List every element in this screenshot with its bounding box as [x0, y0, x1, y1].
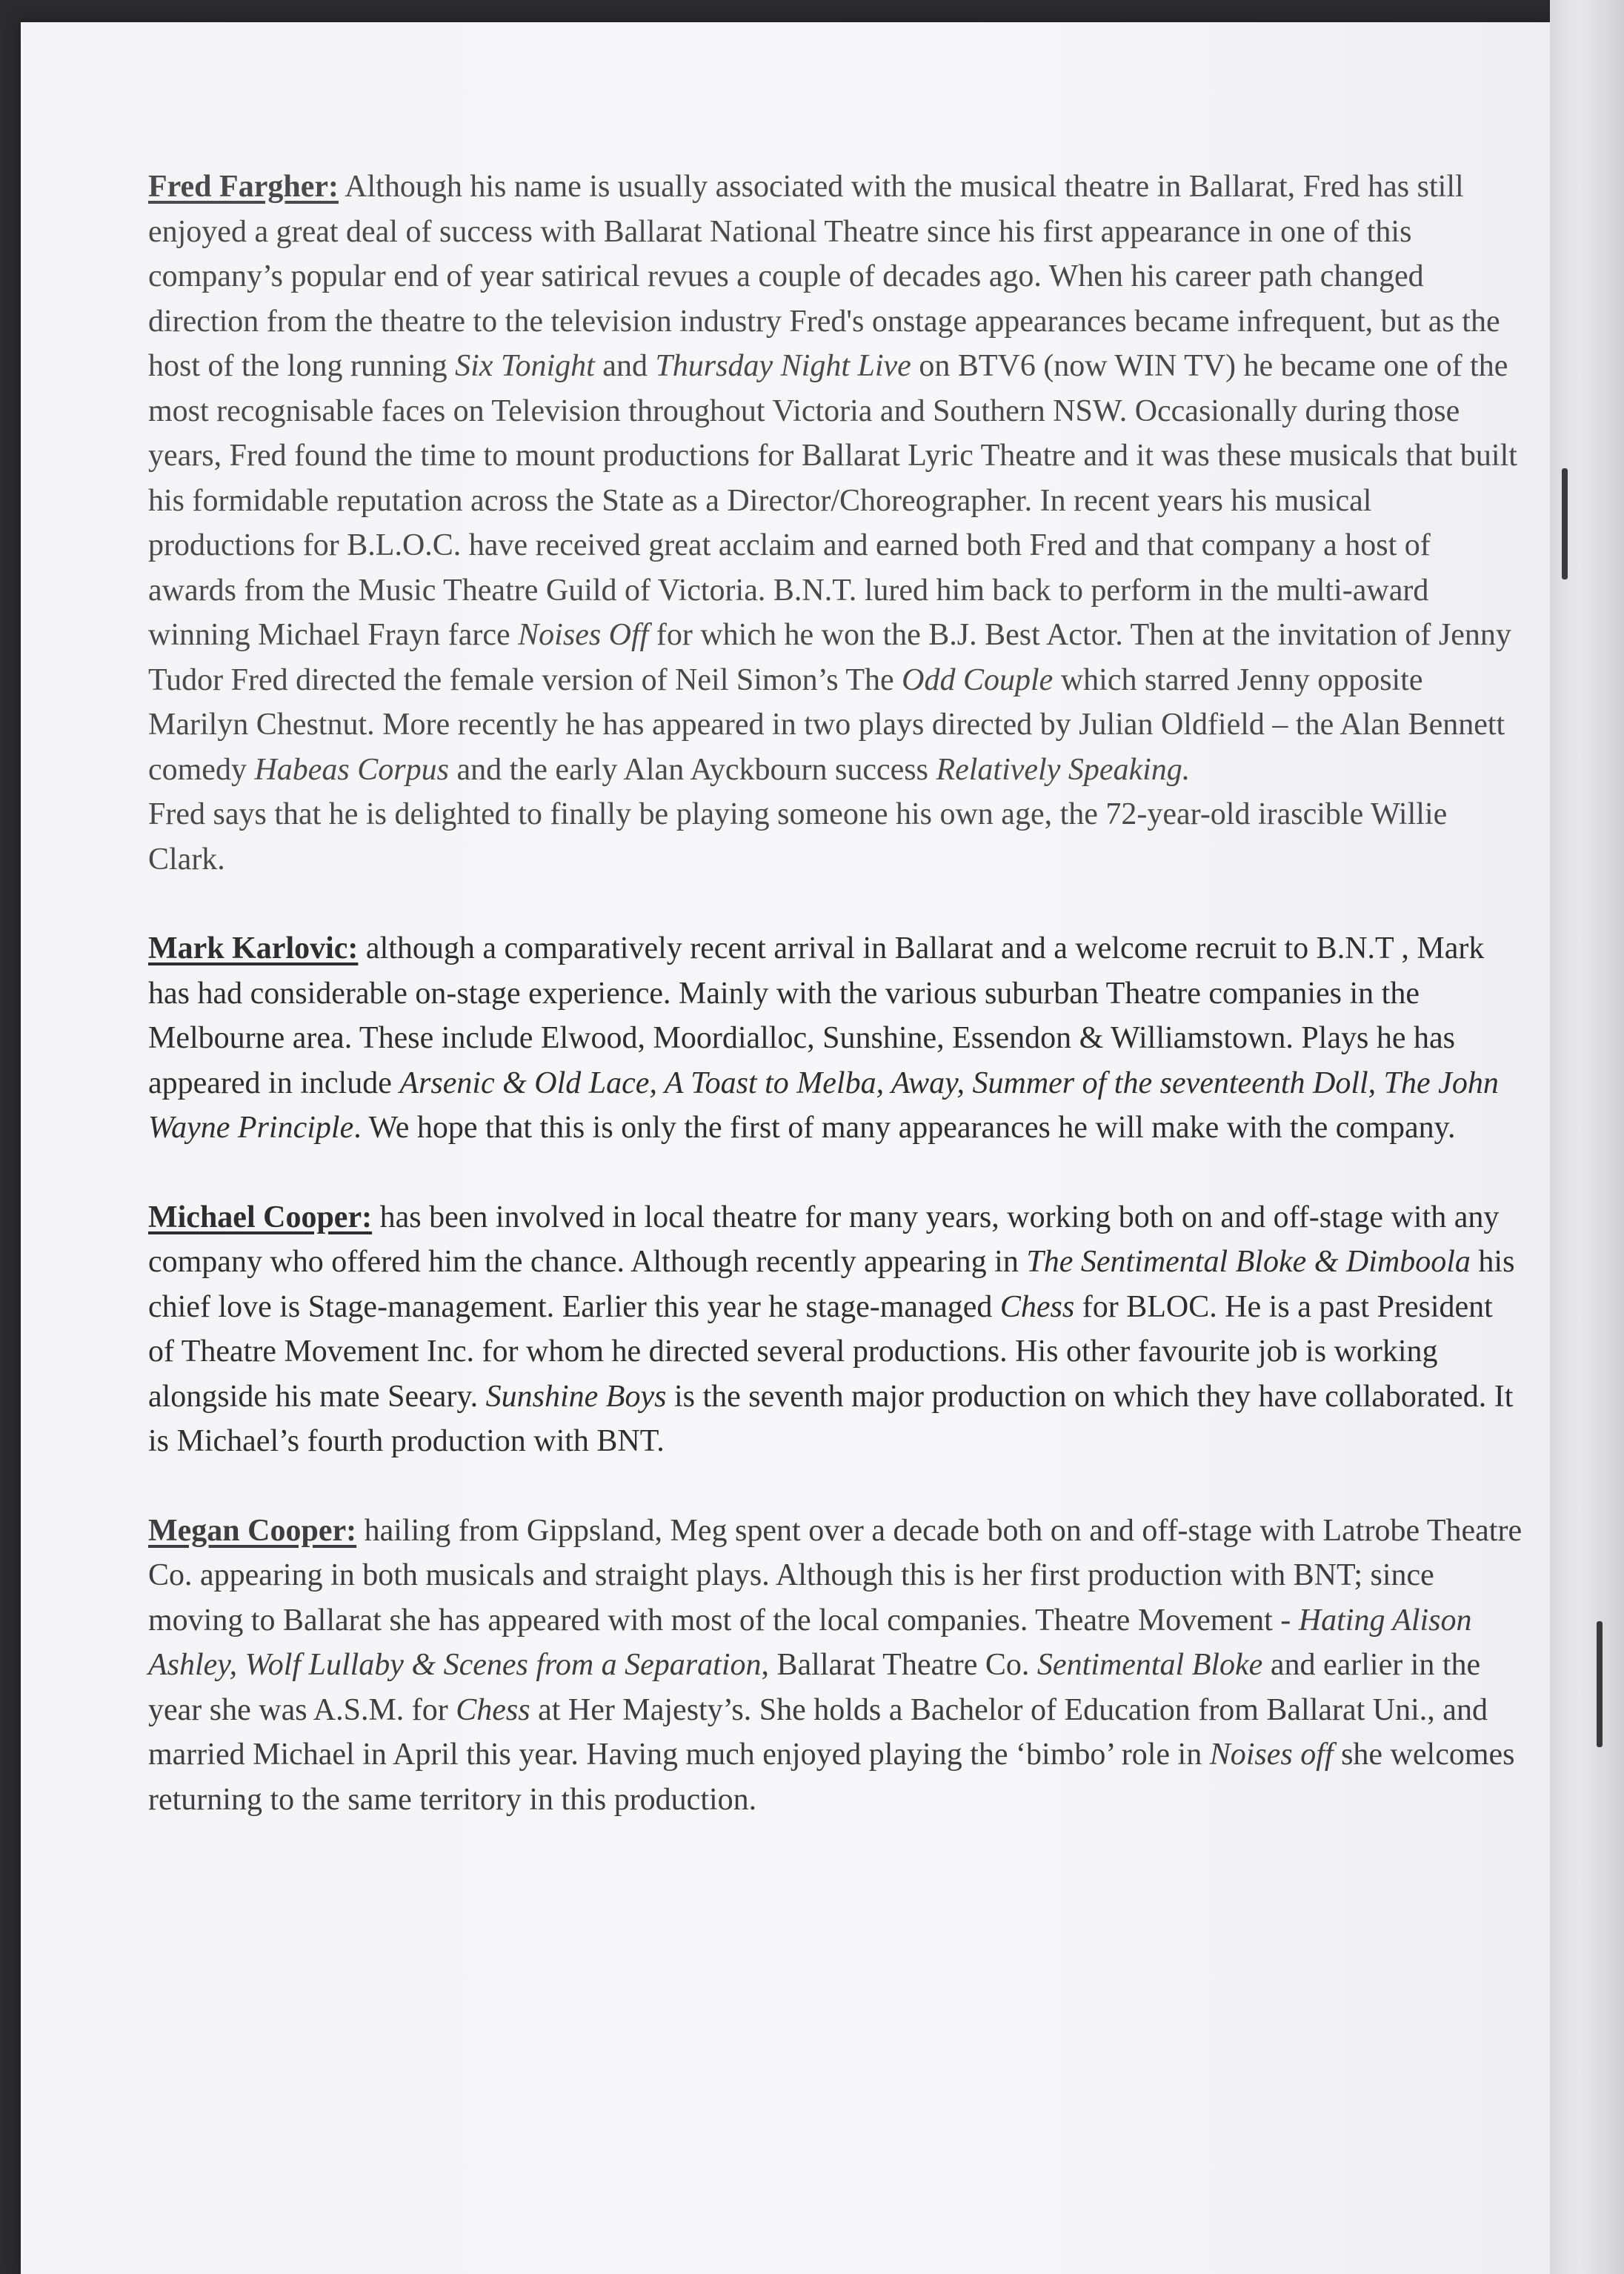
bio-2	[148, 926, 1526, 1151]
cast-bios	[148, 164, 1526, 1866]
bio-name: Fred Fargher:	[148, 170, 339, 204]
bio-title-text: Relatively Speaking.	[936, 752, 1191, 787]
bio-text: and	[594, 349, 656, 383]
bio-text: is the seventh major production on which they have collaborated. It is Michael’s fourth production with BNT.	[148, 1379, 1514, 1458]
bio-title-text: Noises Off	[518, 618, 649, 652]
staple-bottom	[1597, 1621, 1603, 1747]
bio-text: although a comparatively recent arrival in Ballarat and a welcome recruit to B.N.T , Mark has had considerable on-stage experience. Mainly with the various suburban Theatre companies in the Melbourne area. These include Elwood, Moordialloc, Sunshine, Essendon & Williamstown. Plays he has appeared in include	[148, 931, 1485, 1100]
bio-name: Michael Cooper:	[148, 1200, 373, 1234]
bio-name: Megan Cooper:	[148, 1513, 357, 1548]
bio-title-text: Odd Couple	[902, 662, 1054, 697]
bio-name: Mark Karlovic:	[148, 931, 359, 965]
bio-text: and earlier in the year she was A.S.M. for	[148, 1648, 1481, 1727]
bio-paragraph	[148, 1195, 1526, 1464]
bio-text: she welcomes returning to the same territory in this production.	[148, 1738, 1515, 1817]
bio-title-text: Arsenic & Old Lace, A Toast to Melba, Away, Summer of the seventeenth Doll, The John Wayne Principle	[148, 1065, 1499, 1145]
bio-text: which starred Jenny opposite Marilyn Chestnut. More recently he has appeared in two plays directed by Julian Oldfield – the Alan Bennett comedy	[148, 662, 1505, 787]
bio-text: has been involved in local theatre for many years, working both on and off-stage with any company who offered him the chance. Although recently appearing in	[148, 1200, 1500, 1279]
bio-text: , Ballarat Theatre Co.	[761, 1648, 1037, 1682]
bio-title-text: Thursday Night Live	[655, 349, 911, 383]
bio-extra-paragraph: Fred says that he is delighted to finally be playing someone his own age, the 72-year-old irascible Willie Clark.	[148, 797, 1448, 877]
bio-3	[148, 1195, 1526, 1464]
bio-text: on BTV6 (now WIN TV) he became one of the most recognisable faces on Television throughout Victoria and Southern NSW. Occasionally during those years, Fred found the time to mount productions for Ballarat Lyric Theatre and it was these musicals that built his formidable reputation across the State as a Director/Choreographer. In recent years his musical productions for B.L.O.C. have received great acclaim and earned both Fred and that company a host of awards from the Music Theatre Guild of Victoria. B.N.T. lured him back to perform in the multi-award winning Michael Frayn farce	[148, 349, 1517, 652]
bio-title-text: Sunshine Boys	[485, 1379, 667, 1414]
bio-title-text: Chess	[456, 1692, 530, 1727]
bio-title-text: Six Tonight	[455, 349, 595, 383]
bio-text: Although his name is usually associated with the musical theatre in Ballarat, Fred has still enjoyed a great deal of success with Ballarat National Theatre since his first appearance in one of this company’s popular end of year satirical revues a couple of decades ago. When his career path changed direction from the theatre to the television industry Fred's onstage appearances became infrequent, but as the host of the long running	[148, 170, 1500, 383]
bio-title-text: Sentimental Bloke	[1036, 1648, 1263, 1682]
bio-title-text: The Sentimental Bloke & Dimboola	[1026, 1245, 1471, 1279]
bio-text: at Her Majesty’s. She holds a Bachelor of Education from Ballarat Uni., and married Michael in April this year. Having much enjoyed playing the ‘bimbo’ role in	[148, 1692, 1488, 1772]
bio-title-text: Noises off	[1209, 1738, 1334, 1772]
bio-text: . We hope that this is only the first of many appearances he will make with the company.	[353, 1111, 1456, 1145]
bio-title-text: Hating Alison Ashley, Wolf Lullaby & Scenes from a Separation	[148, 1603, 1472, 1682]
bio-paragraph	[148, 926, 1526, 1151]
bio-title-text: Chess	[999, 1289, 1075, 1324]
bio-paragraph	[148, 164, 1526, 792]
bio-title-text: Habeas Corpus	[254, 752, 449, 787]
bio-paragraph	[148, 1509, 1526, 1823]
adjacent-page-edge	[1550, 0, 1624, 2274]
bio-text: and the early Alan Ayckbourn success	[448, 752, 936, 787]
bio-text: his chief love is Stage-management. Earlier this year he stage-managed	[148, 1245, 1515, 1324]
bio-text: for which he won the B.J. Best Actor. Then at the invitation of Jenny Tudor Fred directed the female version of Neil Simon’s The	[148, 618, 1511, 697]
bio-4	[148, 1509, 1526, 1823]
bio-text: for BLOC. He is a past President of Theatre Movement Inc. for whom he directed several productions. His other favourite job is working alongside his mate Seeary.	[148, 1289, 1493, 1414]
bio-text: hailing from Gippsland, Meg spent over a decade both on and off-stage with Latrobe Theatre Co. appearing in both musicals and straight plays. Although this is her first production with BNT; since moving to Ballarat she has appeared with most of the local companies. Theatre Movement -	[148, 1513, 1522, 1638]
bio-1	[148, 164, 1526, 882]
staple-top	[1562, 468, 1568, 579]
